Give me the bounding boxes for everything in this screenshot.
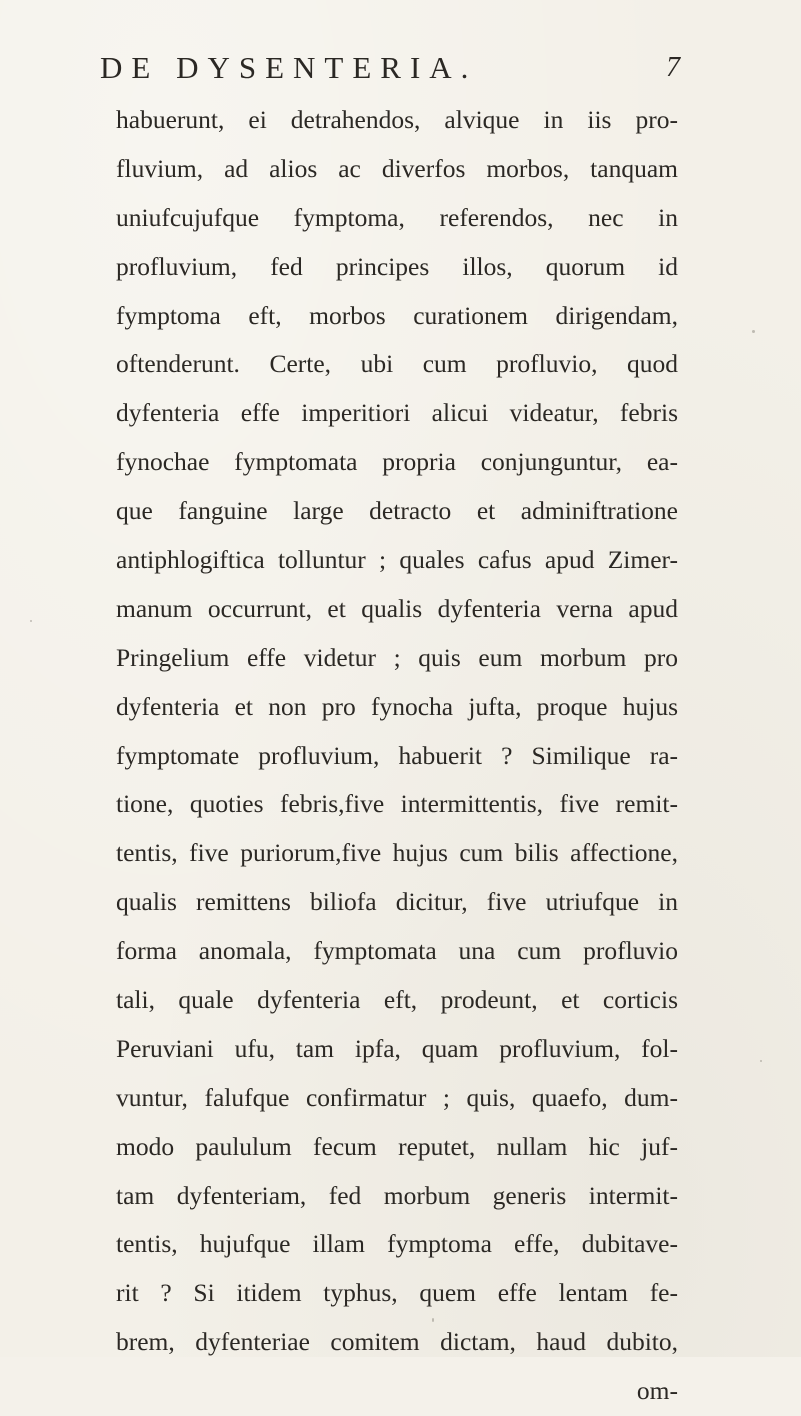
text-line: uniufcujufque fymptoma, referendos, nec in	[116, 202, 678, 232]
text-line: tentis, hujufque illam fymptoma effe, dubitave-	[116, 1229, 678, 1259]
text-line: vuntur, falufque confirmatur ; quis, quaefo, dum-	[116, 1082, 678, 1112]
paper-speck	[760, 1060, 762, 1062]
text-line: Peruviani ufu, tam ipfa, quam profluvium, fol-	[116, 1033, 678, 1063]
text-line: rit ? Si itidem typhus, quem effe lentam fe-	[116, 1278, 678, 1308]
page-number: 7	[666, 52, 680, 83]
text-line: tentis, five puriorum,five hujus cum bilis affectione,	[116, 838, 678, 868]
text-line: dyfenteria et non pro fynocha jufta, proque hujus	[116, 691, 678, 721]
text-line: fluvium, ad alios ac diverfos morbos, tanquam	[116, 153, 678, 183]
text-line: Pringelium effe videtur ; quis eum morbum pro	[116, 642, 678, 672]
text-line: qualis remittens biliofa dicitur, five utriufque in	[116, 887, 678, 917]
body-text	[116, 96, 678, 1416]
text-line: forma anomala, fymptomata una cum profluvio	[116, 936, 678, 966]
text-line: tam dyfenteriam, fed morbum generis intermit-	[116, 1180, 678, 1210]
catchword: om-	[636, 1376, 678, 1406]
text-line: que fanguine large detracto et adminiftratione	[116, 496, 678, 526]
text-line: manum occurrunt, et qualis dyfenteria verna apud	[116, 593, 678, 623]
paper-speck	[30, 620, 32, 622]
text-line: habuerunt, ei detrahendos, alvique in iis pro-	[116, 105, 678, 134]
text-line: fymptomate profluvium, habuerit ? Similique ra-	[116, 740, 678, 770]
running-head	[100, 50, 680, 98]
text-line: tali, quale dyfenteria eft, prodeunt, et corticis	[116, 985, 678, 1015]
running-title: DE DYSENTERIA.	[100, 50, 478, 85]
text-line: brem, dyfenteriae comitem dictam, haud dubito,	[116, 1327, 678, 1357]
text-line: dyfenteria effe imperitiori alicui videatur, febris	[116, 398, 678, 428]
text-line: oftenderunt. Certe, ubi cum profluvio, quod	[116, 349, 678, 379]
text-line: fynochae fymptomata propria conjunguntur, ea-	[116, 447, 678, 477]
text-line: tione, quoties febris,five intermittentis, five remit-	[116, 789, 678, 819]
text-line: fymptoma eft, morbos curationem dirigendam,	[116, 300, 678, 330]
text-line: antiphlogiftica tolluntur ; quales cafus apud Zimer-	[116, 545, 678, 575]
text-line: modo paululum fecum reputet, nullam hic juf-	[116, 1131, 678, 1161]
text-line: profluvium, fed principes illos, quorum id	[116, 251, 678, 281]
paper-speck	[432, 1318, 434, 1322]
paper-speck	[752, 330, 755, 333]
